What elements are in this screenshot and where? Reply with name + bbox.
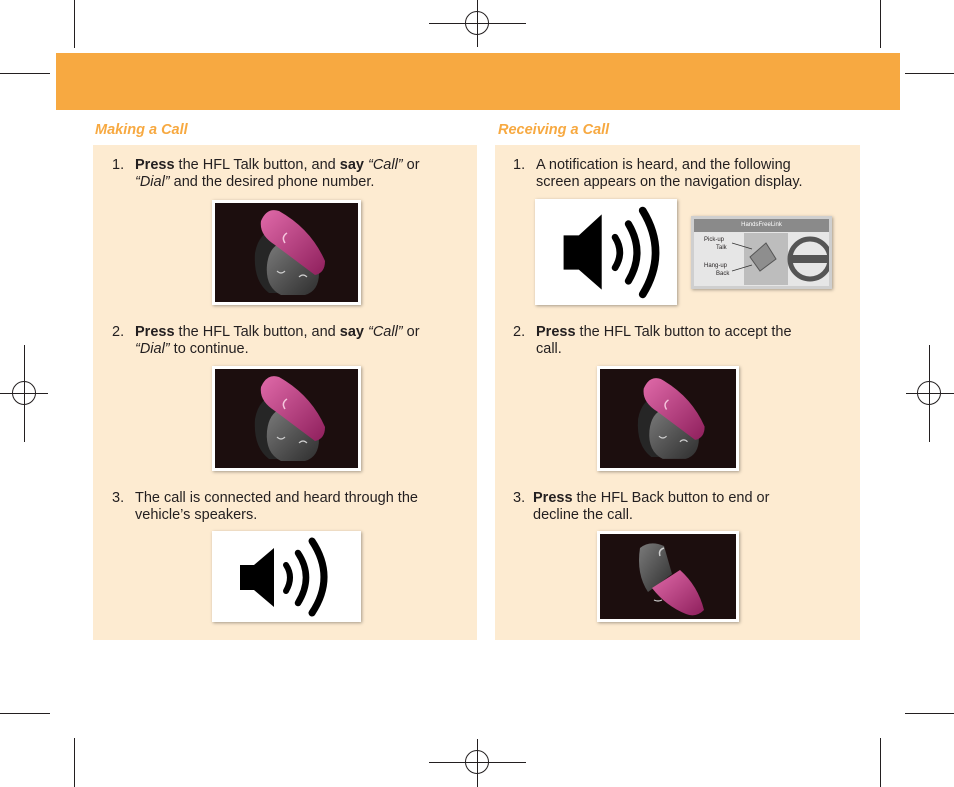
navigation-display-screen [691,216,832,289]
text-run: or [402,324,420,340]
speaker-image [535,199,677,305]
registration-mark-icon [917,381,941,405]
step-number: 3. [112,490,125,506]
step-line [135,341,472,358]
text-run: call. [536,341,562,357]
steering-wheel-icon [694,219,829,286]
step-text [513,157,853,191]
step-number: 3. [513,490,526,506]
bold-text: Press [135,157,175,173]
crop-mark [880,0,881,48]
step-line [536,324,853,341]
bold-text: say [339,324,364,340]
crop-mark [0,713,50,714]
step-line [135,490,472,507]
registration-mark-icon [465,750,489,774]
text-run: the HFL Back button to end or [572,490,770,506]
hfl-talk-button-icon [600,369,736,468]
back-label: Back [716,271,730,277]
speaker-icon [535,199,677,305]
italic-text: “Dial” [135,341,170,357]
step-text [513,324,853,358]
step-line [533,507,853,524]
step-line [135,157,472,174]
text-run: the HFL Talk button, and [174,157,340,173]
header-band [56,53,900,110]
pickup-label: Pick-up [704,237,725,243]
speaker-image [212,531,361,622]
hfl-talk-button-image [212,200,361,305]
crop-mark [905,73,954,74]
crop-mark [74,738,75,787]
crop-mark [74,0,75,48]
step-line [536,174,853,191]
step-number: 1. [112,157,125,173]
left-step-1 [112,157,472,191]
right-step-2 [513,324,853,358]
bold-text: say [339,157,364,173]
nav-display-title: HandsFreeLink [694,219,829,232]
step-text [112,490,472,524]
hfl-back-button-icon [600,534,736,619]
step-line [536,157,853,174]
bold-text: Press [536,324,576,340]
step-text [513,490,853,524]
receiving-a-call-title: Receiving a Call [498,122,610,138]
speaker-icon [212,531,361,622]
step-line [135,324,472,341]
right-step-1 [513,157,853,191]
bold-text: Press [533,490,573,506]
hfl-talk-button-image [212,366,361,471]
italic-text: “Dial” [135,174,170,190]
step-number: 1. [513,157,526,173]
step-number: 2. [513,324,526,340]
right-step-3 [513,490,853,524]
hfl-talk-button-icon [215,203,358,302]
step-line [135,507,472,524]
step-text [112,324,472,358]
italic-text: “Call” [368,157,403,173]
step-line [533,490,853,507]
navigation-display-inner [694,219,829,286]
crop-mark [905,713,954,714]
text-run: A notification is heard, and the following [536,157,791,173]
text-run: to continue. [169,341,249,357]
registration-mark-icon [465,11,489,35]
text-run: or [402,157,420,173]
step-number: 2. [112,324,125,340]
step-line [536,341,853,358]
text-run: and the desired phone number. [169,174,375,190]
making-a-call-title: Making a Call [95,122,188,138]
crop-mark [880,738,881,787]
text-run: screen appears on the navigation display. [536,174,803,190]
text-run: the HFL Talk button to accept the [575,324,792,340]
text-run: the HFL Talk button, and [174,324,340,340]
step-line [135,174,472,191]
left-step-3 [112,490,472,524]
text-run: decline the call. [533,507,633,523]
text-run: The call is connected and heard through the [135,490,418,506]
bold-text: Press [135,324,175,340]
crop-mark [0,73,50,74]
registration-mark-icon [12,381,36,405]
hfl-talk-button-icon [215,369,358,468]
italic-text: “Call” [368,324,403,340]
step-text [112,157,472,191]
talk-label: Talk [716,245,727,251]
left-step-2 [112,324,472,358]
hangup-label: Hang-up [704,263,728,269]
hfl-back-button-image [597,531,739,622]
hfl-talk-button-image [597,366,739,471]
text-run: vehicle’s speakers. [135,507,258,523]
